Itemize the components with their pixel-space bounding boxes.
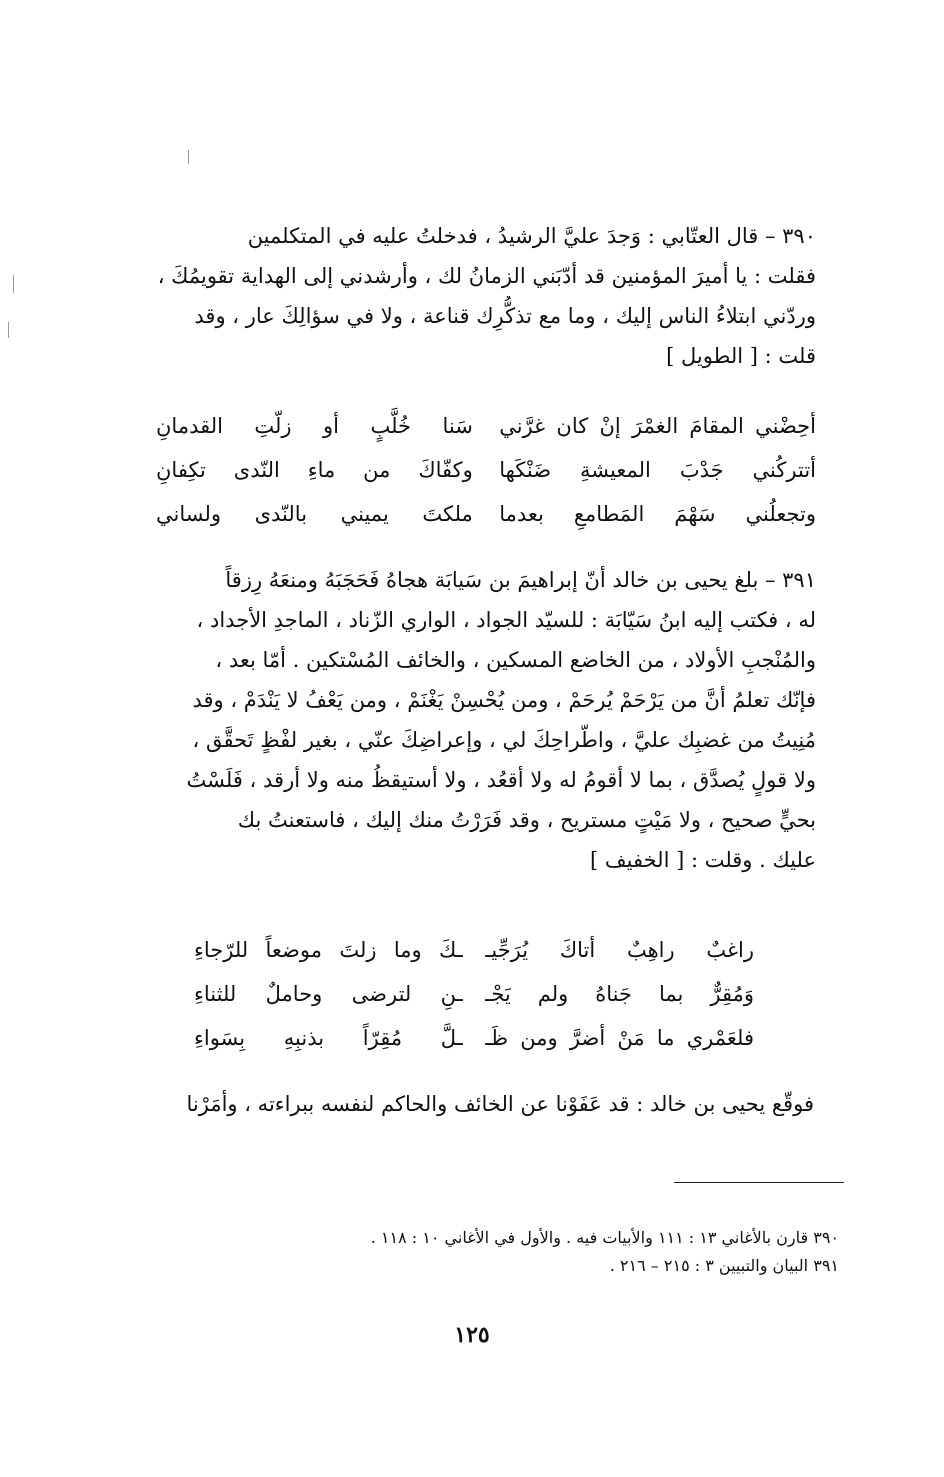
entry-391-line: له ، فكتب إليه ابنُ سَيّابَة : للسيّد الجواد ، الواري الزّناد ، الماجدِ الأجداد ،: [196, 608, 816, 632]
entry-391-continuation: [164, 1084, 814, 1124]
verse-second-hemistich: ـنِ لترضى وحاملٌ للثناءِ: [194, 982, 463, 1006]
footnote-390: ٣٩٠ قارن بالأغاني ١٣ : ١١١ والأبيات فيه . والأول في الأغاني ١٠ : ١١٨ .: [370, 1228, 839, 1247]
entry-391-line: والمُنْجبِ الأولاد ، من الخاضع المسكين ، والخائف المُسْتكين . أمّا بعد ،: [215, 648, 816, 672]
entry-390-line: وردّني ابتلاءُ الناس إليك ، وما مع تذكُّرِك قناعة ، ولا في سؤالِكَ عار ، وقد: [194, 304, 816, 328]
verse-line: [194, 1016, 754, 1060]
entry-391-after-line: فوقّع يحيى بن خالد : قد عَفَوْنا عن الخائف والحاكم لنفسه ببراءته ، وأمَرْنا: [186, 1092, 814, 1116]
verse-line: [194, 972, 754, 1016]
footnotes: [239, 1224, 839, 1280]
entry-391-text: [132, 560, 816, 880]
entry-391-poem: [194, 928, 754, 1060]
footnote-391: ٣٩١ البيان والتبيين ٣ : ٢١٥ – ٢١٦ .: [609, 1256, 839, 1275]
entry-391-line: بحيٍّ صحيح ، ولا مَيْتٍ مستريح ، وقد فَرَرْتُ منك إليك ، فاستعنتُ بك: [237, 808, 816, 832]
verse-line: [156, 448, 816, 492]
entry-391-line: عليك . وقلت : [ الخفيف ]: [590, 848, 816, 872]
entry-390-line: فقلت : يا أميرَ المؤمنين قد أدّبَني الزمانُ لك ، وأرشدني إلى الهداية تقويمُكَ ،: [157, 264, 816, 288]
verse-line: [156, 404, 816, 448]
verse-first-hemistich: فلعَمْري ما مَنْ أضرَّ ومن ظَـ: [485, 1026, 754, 1050]
entry-390-text: [132, 216, 816, 376]
verse-first-hemistich: وَمُقِرٌّ بما جَناهُ ولم يَجْـ: [485, 982, 754, 1006]
verse-first-hemistich: أتتركُني جَدْبَ المعيشةِ ضَنْكَها: [499, 458, 816, 482]
entry-391-line: ٣٩١ – بلغ يحيى بن خالد أنّ إبراهيمَ بن سَيابَة هجاهُ فَحَجَبَهُ ومنعَهُ رِزقاً: [225, 568, 816, 592]
entry-390-line: قلت : [ الطويل ]: [666, 344, 816, 368]
entry-391-line: ولا قولٍ يُصدَّق ، بما لا أقومُ له ولا أقعُد ، ولا أستيقظُ منه ولا أرقد ، فَلَسْتُ: [186, 768, 816, 792]
scan-mark: [13, 275, 14, 293]
verse-second-hemistich: سَنا خُلَّبٍ أو زلّتِ القدمانِ: [156, 414, 473, 438]
entry-390-poem: [156, 404, 816, 536]
verse-first-hemistich: راغبٌ راهِبٌ أتاكَ يُرَجِّيـ: [485, 938, 754, 962]
entry-390-line: ٣٩٠ – قال العتّابي : وَجدَ عليَّ الرشيدُ ، فدخلتُ عليه في المتكلمين: [247, 224, 816, 248]
verse-second-hemistich: ملكتَ يميني بالنّدى ولساني: [156, 502, 473, 526]
page-number: ١٢٥: [454, 1322, 490, 1348]
scan-mark: [8, 322, 9, 338]
scan-mark: [188, 150, 189, 164]
entry-391-line: مُنِيتُ من غضبِك عليَّ ، واطّراحِكَ لي ، وإعراضِكَ عنّي ، بغير لفْظٍ تَحقَّق ،: [192, 728, 816, 752]
verse-first-hemistich: أحِضْني المقامَ الغمْرَ إنْ كان غرَّني: [499, 414, 816, 438]
verse-second-hemistich: ـلَّ مُقِرّاً بذنبِهِ بِسَواءِ: [194, 1026, 463, 1050]
footnote-divider: [674, 1182, 844, 1183]
verse-second-hemistich: وكفّاكَ من ماءِ النّدى تكِفانِ: [156, 458, 473, 482]
verse-first-hemistich: وتجعلُني سَهْمَ المَطامعِ بعدما: [499, 502, 816, 526]
verse-second-hemistich: ـكَ وما زلتَ موضعاً للرّجاءِ: [194, 938, 463, 962]
verse-line: [194, 928, 754, 972]
entry-391-line: فإنّك تعلمُ أنَّ من يَرْحَمْ يُرحَمْ ، ومن يُحْسِنْ يَغْنَمْ ، ومن يَعْفُ لا يَنْدَمْ ، وقد: [192, 688, 816, 712]
verse-line: [156, 492, 816, 536]
